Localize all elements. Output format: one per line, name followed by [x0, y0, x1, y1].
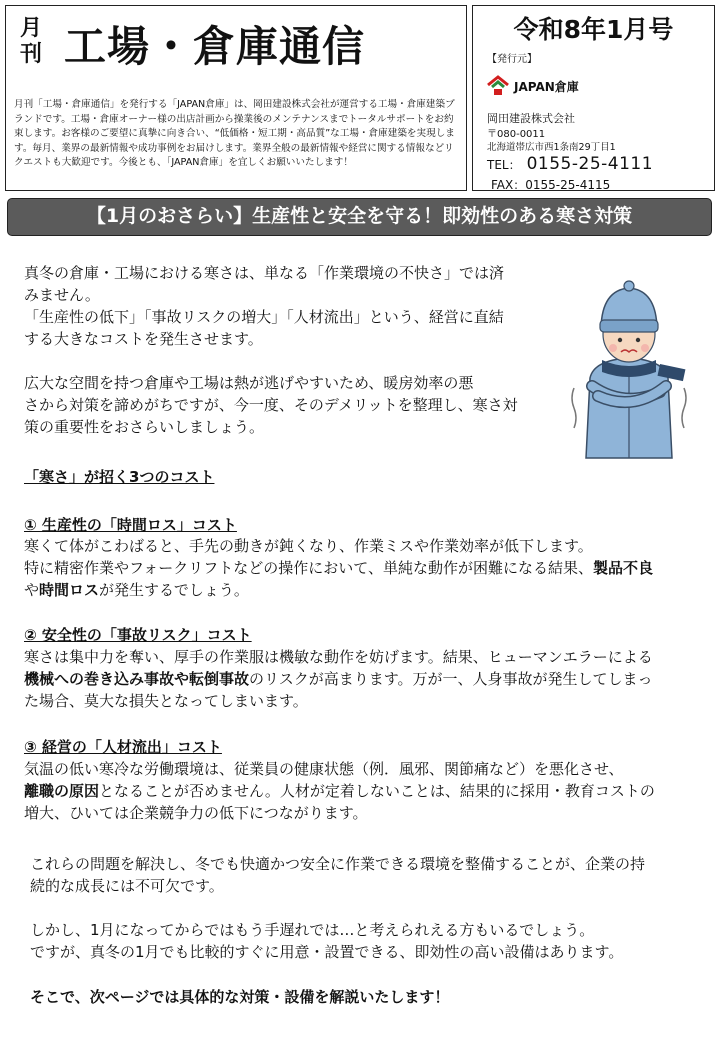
tel-label: TEL：: [487, 158, 521, 172]
intro-line-2: みません。: [24, 286, 100, 304]
company-name: 岡田建設株式会社: [487, 112, 575, 125]
masthead: [5, 5, 467, 191]
cost2-line-2: [24, 668, 653, 690]
cost2-heading: ② 安全性の「事故リスク」コスト: [24, 626, 252, 644]
cost1-line-3: [24, 579, 249, 601]
cost1-line-2-text: 特に精密作業やフォークリフトなどの操作において、単純な動作が困難になる結果、: [24, 559, 593, 577]
cost1-heading: ① 生産性の「時間ロス」コスト: [24, 516, 237, 534]
closing-line-4: ですが、真冬の1月でも比較的すぐに用意・設置できる、即効性の高い設備はあります。: [30, 943, 624, 961]
closing-line-5: そこで、次ページでは具体的な対策・設備を解説いたします！: [30, 988, 450, 1006]
publisher-box: [472, 5, 715, 191]
publisher-label: 【発行元】: [487, 54, 537, 65]
tel-number: 0155-25-4111: [526, 154, 654, 174]
cost2-emphasis-accidents: 機械への巻き込み事故や転倒事故: [24, 670, 250, 688]
cost3-line-2: [24, 780, 655, 802]
newsletter-title: 工場・倉庫通信: [64, 22, 366, 71]
issue-date: 令和8年1月号: [513, 15, 674, 44]
intro-line-3: 「生産性の低下」「事故リスクの増大」「人材流出」という、経営に直結: [24, 308, 504, 326]
monthly-char-1: 月: [19, 16, 42, 41]
cost3-heading: ③ 経営の「人材流出」コスト: [24, 738, 222, 756]
shivering-worker-icon: [564, 268, 694, 460]
address: 北海道帯広市西1条南29丁目1: [487, 142, 616, 153]
house-roof-icon: [487, 74, 509, 96]
cost1-emphasis-defects: 製品不良: [592, 559, 653, 577]
cost1-emphasis-timeloss: 時間ロス: [39, 581, 100, 599]
cost1-line-1: 寒くて体がこわばると、手先の動きが鈍くなり、作業ミスや作業効率が低下します。: [24, 537, 593, 555]
cost1-line-3-a: や: [24, 581, 40, 599]
monthly-label: [18, 16, 44, 68]
fax-number: FAX：0155-25-4115: [491, 178, 611, 192]
logo-text: JAPAN倉庫: [514, 80, 579, 94]
section-title: 「寒さ」が招く3つのコスト: [24, 468, 215, 486]
intro-line-7: さから対策を諦めがちですが、今一度、そのデメリットを整理し、寒さ対: [24, 396, 518, 414]
intro-line-4: する大きなコストを発生させます。: [24, 330, 263, 348]
cost3-emphasis-turnover: 離職の原因: [24, 782, 100, 800]
closing-line-1: これらの問題を解決し、冬でも快適かつ安全に作業できる環境を整備することが、企業の持: [30, 855, 646, 873]
cost1-line-3-c: が発生するでしょう。: [99, 581, 249, 599]
article-banner: 【1月のおさらい】生産性と安全を守る！即効性のある寒さ対策: [7, 198, 712, 236]
closing-line-2: 続的な成長には不可欠です。: [30, 877, 224, 895]
cost1-line-2: [24, 557, 653, 579]
intro-paragraph: 月刊「工場・倉庫通信」を発行する「JAPAN倉庫」は、岡田建設株式会社が運営する工場・倉庫建築ブランドです。工場・倉庫オーナー様の出店計画から操業後のメンテナンスまでトータルサポートをお約束します。お客様のご要望に真摯に向き合い、“低価格・短工期・高品質”な工場・倉庫建築を実現します。毎月、業界の最新情報や成功事例をお届けします。業界全般の最新情報や経営に関する情報などリクエストも大歓迎です。今後とも、「JAPAN倉庫」を宜しくお願いいたします！: [14, 99, 455, 168]
cost2-line-1: 寒さは集中力を奪い、厚手の作業服は機敏な動作を妨げます。結果、ヒューマンエラーによる: [24, 648, 653, 666]
cost3-line-3: 増大、ひいては企業競争力の低下につながります。: [24, 804, 368, 822]
intro-line-6: 広大な空間を持つ倉庫や工場は熱が逃げやすいため、暖房効率の悪: [24, 374, 474, 392]
cost2-line-3: た場合、莫大な損失となってしまいます。: [24, 692, 308, 710]
monthly-char-2: 刊: [19, 42, 42, 67]
closing-line-3: しかし、1月になってからではもう手遅れでは…と考えられえる方もいるでしょう。: [30, 921, 595, 939]
intro-line-1: 真冬の倉庫・工場における寒さは、単なる「作業環境の不快さ」では済: [24, 264, 505, 282]
cost3-line-1: 気温の低い寒冷な労働環境は、従業員の健康状態（例．風邪、関節痛など）を悪化させ、: [24, 760, 624, 778]
cost2-line-2-text: のリスクが高まります。万が一、人身事故が発生してしまっ: [249, 670, 653, 688]
tel-row: [487, 154, 653, 174]
cost3-line-2-text: となることが否めません。人材が定着しないことは、結果的に採用・教育コストの: [99, 782, 655, 800]
postal-code: 〒080-0011: [487, 129, 546, 140]
intro-line-8: 策の重要性をおさらいしましょう。: [24, 418, 265, 436]
